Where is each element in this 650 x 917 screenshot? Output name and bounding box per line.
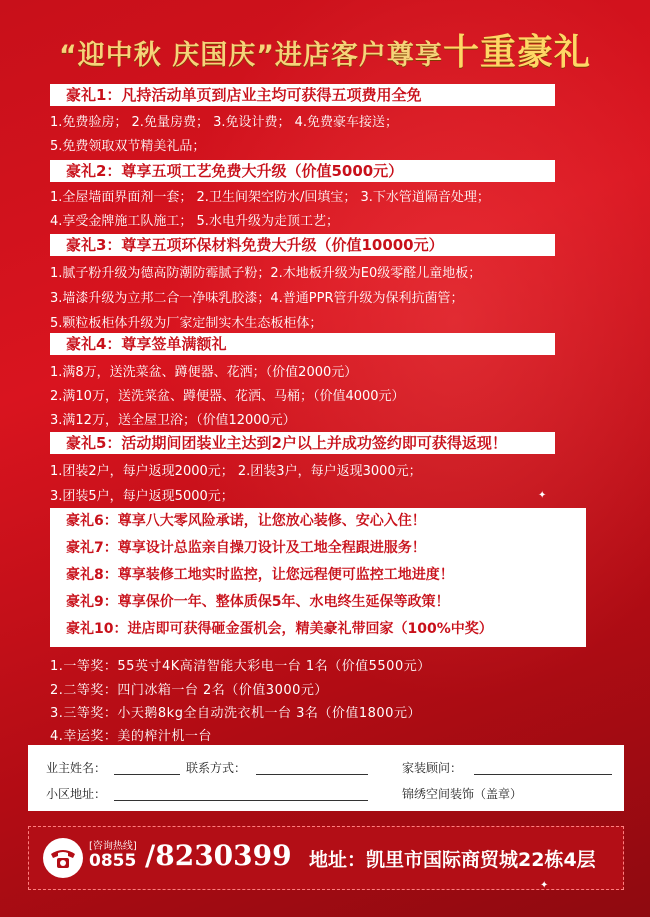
gift3-heading: 豪礼3：尊享五项环保材料免费大升级（价值10000元） [50, 234, 555, 256]
gift2-line-2: 4.享受金牌施工队施工； 5.水电升级为走顶工艺； [50, 214, 339, 229]
gift3-line-3: 5.颗粒板柜体升级为厂家定制实木生态板柜体； [50, 316, 323, 331]
gift4-line-3: 3.满12万，送全屋卫浴；（价值12000元） [50, 413, 296, 428]
gift2-heading: 豪礼2：尊享五项工艺免费大升级（价值5000元） [50, 160, 555, 182]
company-stamp-label: 锦绣空间装饰（盖章） [402, 787, 523, 801]
gift4-line-2: 2.满10万，送洗菜盆、蹲便器、花洒、马桶；（价值4000元） [50, 389, 405, 404]
gift5-heading: 豪礼5：活动期间团装业主达到2户以上并成功签约即可获得返现！ [50, 432, 555, 454]
store-address: 地址：凯里市国际商贸城22栋4层 [309, 849, 596, 871]
advisor-field[interactable] [474, 774, 612, 775]
title-main: “迎中秋 庆国庆”进店客户尊享 [59, 40, 443, 71]
gift8-text: 豪礼8：尊享装修工地实时监控，让您远程便可监控工地进度！ [66, 567, 454, 583]
gift3-line-2: 3.墙漆升级为立邦二合一净味乳胶漆；4.普通PPR管升级为保利抗菌管； [50, 291, 464, 306]
gift4-line-1: 1.满8万，送洗菜盆、蹲便器、花洒；（价值2000元） [50, 365, 358, 380]
area-code: 0855 [89, 851, 137, 871]
title-big: 十重豪礼 [442, 32, 591, 73]
community-address-field[interactable] [114, 800, 368, 801]
gift7-text: 豪礼7：尊享设计总监亲自操刀设计及工地全程跟进服务！ [66, 540, 426, 556]
contact-footer [28, 826, 624, 890]
gift1-line-1: 1.免费验房； 2.免量房费； 3.免设计费； 4.免费豪车接送； [50, 115, 399, 130]
owner-name-label: 业主姓名： [46, 761, 107, 775]
prize-second: 2.二等奖：四门冰箱一台 2名（价值3000元） [50, 683, 328, 698]
gift6-text: 豪礼6：尊享八大零风险承诺，让您放心装修、安心入住！ [66, 513, 426, 529]
sparkle-icon: ✦ [540, 880, 549, 891]
gift1-heading: 豪礼1：凡持活动单页到店业主均可获得五项费用全免 [50, 84, 555, 106]
gift1-line-2: 5.免费领取双节精美礼品； [50, 139, 206, 154]
gift2-line-1: 1.全屋墙面界面剂一套； 2.卫生间架空防水/回填宝； 3.下水管道隔音处理； [50, 190, 490, 205]
prize-first: 1.一等奖：55英寸4K高清智能大彩电一台 1名（价值5500元） [50, 659, 431, 674]
phone-icon [43, 838, 83, 878]
prize-third: 3.三等奖：小天鹅8kg全自动洗衣机一台 3名（价值1800元） [50, 706, 421, 721]
phone-number: /8230399 [145, 839, 292, 872]
gift3-line-1: 1.腻子粉升级为德高防潮防霉腻子粉；2.木地板升级为E0级零醛儿童地板； [50, 266, 482, 281]
gift4-heading: 豪礼4：尊享签单满额礼 [50, 333, 555, 355]
hotline-label: [咨询热线] [89, 841, 137, 852]
gifts-6-10-panel [50, 508, 586, 647]
community-address-label: 小区地址： [46, 787, 107, 801]
advisor-label: 家装顾问： [402, 761, 463, 775]
page-title [0, 24, 650, 75]
gift10-text: 豪礼10：进店即可获得砸金蛋机会，精美豪礼带回家（100%中奖） [66, 621, 493, 637]
contact-label: 联系方式： [186, 761, 247, 775]
sparkle-icon: ✦ [538, 490, 547, 501]
gift5-line-1: 1.团装2户，每户返现2000元； 2.团装3户，每户返现3000元； [50, 464, 422, 479]
gift9-text: 豪礼9：尊享保价一年、整体质保5年、水电终生延保等政策！ [66, 594, 450, 610]
gift5-line-2: 3.团装5户，每户返现5000元； [50, 489, 234, 504]
prize-lucky: 4.幸运奖：美的榨汁机一台 [50, 729, 212, 744]
customer-form [28, 745, 624, 811]
owner-name-field[interactable] [114, 774, 180, 775]
contact-field[interactable] [256, 774, 368, 775]
